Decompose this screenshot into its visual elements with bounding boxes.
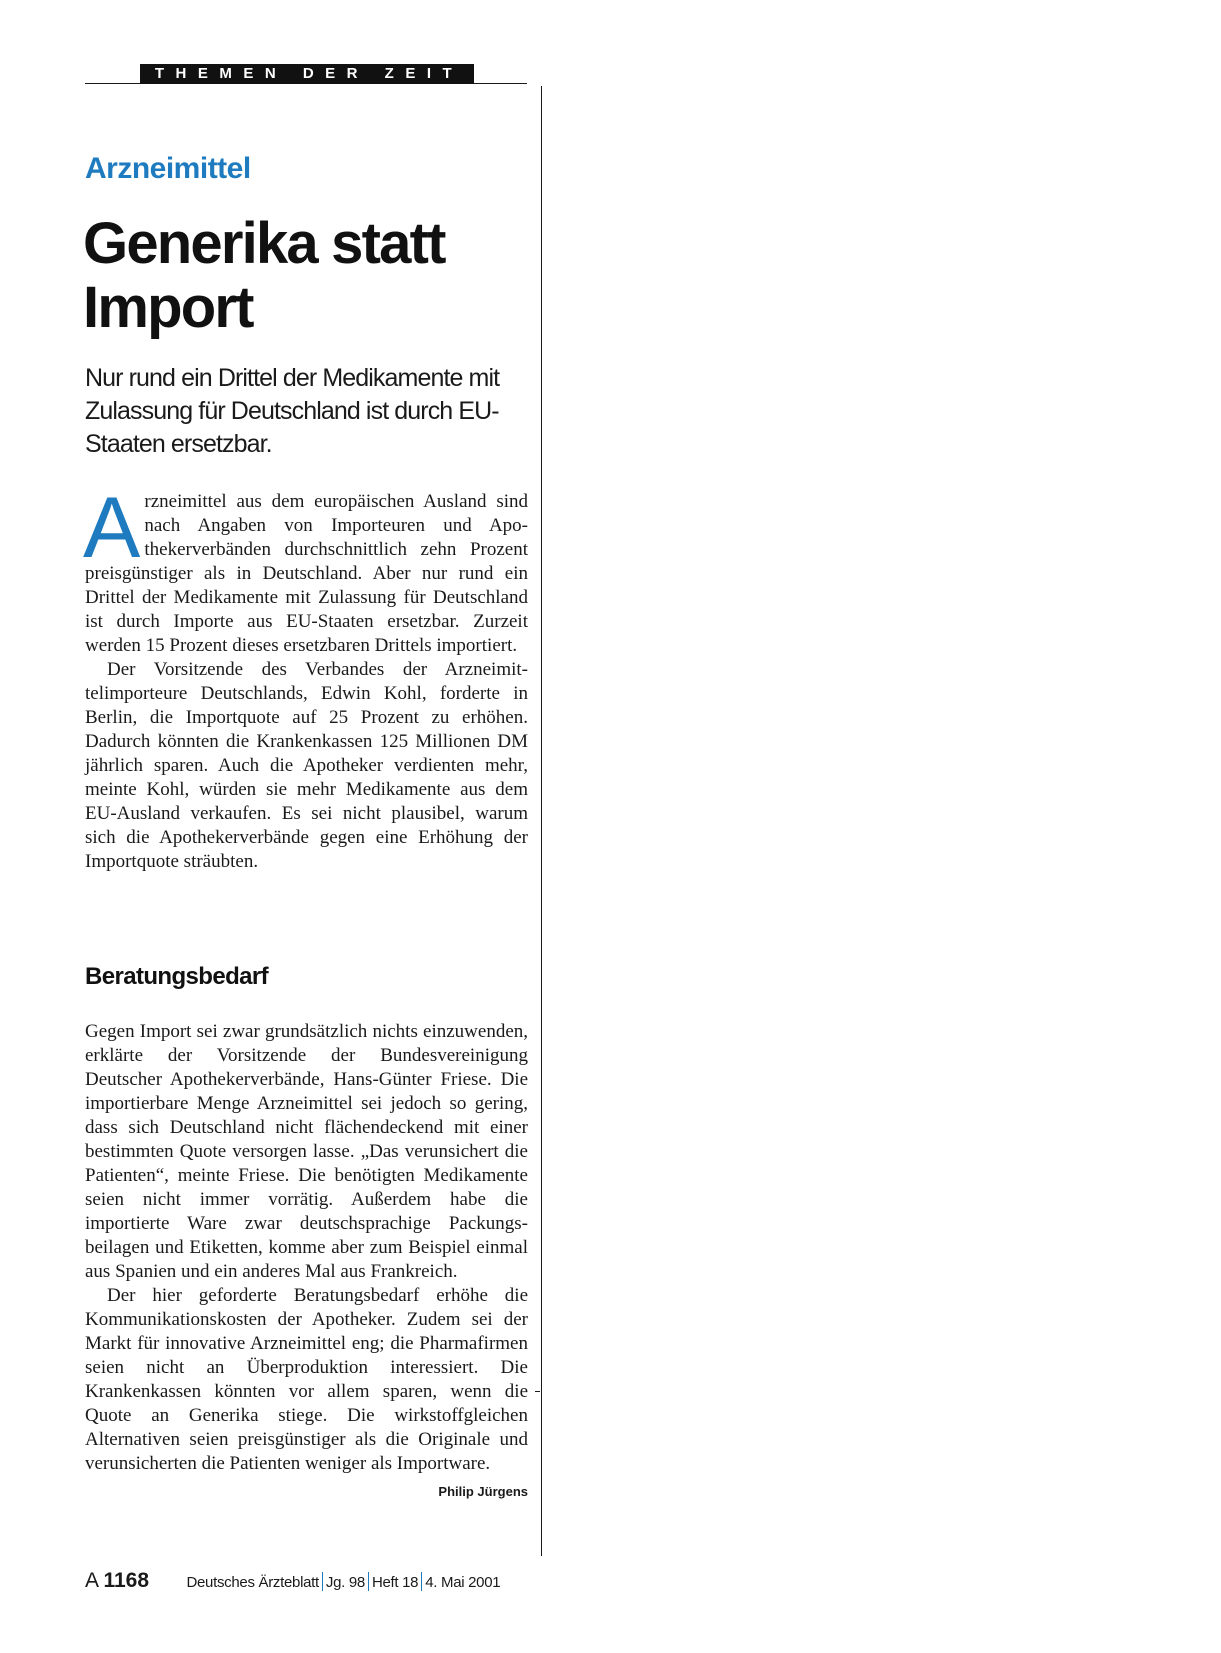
journal-issue: Heft 18 [371,1574,419,1591]
page-footer [85,1569,500,1593]
journal-name: Deutsches Ärzteblatt [186,1574,319,1591]
section-heading: Beratungsbedarf [85,963,269,990]
page-prefix: A [85,1569,100,1592]
footer-separator [322,1572,323,1591]
footer-separator [368,1572,369,1591]
paragraph-text: Der hier geforderte Beratungsbedarf erhöhe die Kommunikationskosten der Apotheker. Zudem sei der Markt für innovative Arzneimittel eng; die Pharmafirmen seien nicht an Überproduktion interessiert. Die Krankenkassen könnten vor allem sparen, wenn die Quote an Generika stiege. Die wirkstoffgleichen Alternativen seien preisgünstiger als die Originale und verunsicherten die Patienten weniger als Importware. [85,1285,528,1474]
paragraph [85,1284,528,1499]
rubric-banner: THEMEN DER ZEIT [140,64,474,84]
article-section-beratungsbedarf [85,1020,528,1504]
author-byline: Philip Jürgens [438,1484,528,1499]
drop-cap: A [83,480,141,576]
headline: Generika statt Import [83,211,445,340]
paragraph [83,480,528,658]
page-number: 1168 [103,1569,150,1592]
footer-separator [421,1572,422,1591]
paragraph-text: rzneimittel aus dem europäischen Ausland sind nach Angaben von Importeuren und Apothekerverbänden durchschnittlich zehn Prozent preisgünstiger als in Deutschland. Aber nur rund ein Drittel der Medikamente mit Zulassung für Deutschland ist durch Importe aus EU-Staaten ersetzbar. Zurzeit werden 15 Prozent dieses ersetzbaren Drittels importiert. [85,491,528,656]
paragraph: Der Vorsitzende des Verbandes der Arzneimittelimporteure Deutschlands, Edwin Kohl, forderte in Berlin, die Importquote auf 25 Prozent zu erhöhen. Dadurch könnten die Krankenkassen 125 Millionen DM jährlich sparen. Auch die Apotheker verdienten mehr, meinte Kohl, würden sie mehr Medikamente aus dem EU-Ausland verkaufen. Es sei nicht plausibel, warum sich die Apothekerverbände gegen eine Erhöhung der Importquote sträubten. [85,659,528,872]
subhead: Nur rund ein Drittel der Medikamente mit Zulassung für Deutschland ist durch EU-Staaten ersetzbar. [85,364,500,458]
margin-mark [535,1391,540,1392]
article-section-intro [83,480,528,874]
journal-date: 4. Mai 2001 [425,1574,501,1591]
paragraph: Gegen Import sei zwar grundsätzlich nichts einzuwenden, erklärte der Vorsitzende der Bundesvereinigung Deutscher Apothekerverbände, Hans-Günter Friese. Die importierbare Menge Arzneimittel sei jedoch so gering, dass sich Deutschland nicht flächendeckend mit einer bestimmten Quote versorgen lasse. „Das verunsichert die Patienten“, meinte Friese. Die benötigten Medikamente seien nicht immer vorrätig. Außerdem habe die importierte Ware zwar deutschsprachige Packungsbeilagen und Etiketten, komme aber zum Beispiel einmal aus Spanien und ein anderes Mal aus Frankreich. [85,1021,528,1282]
journal-volume: Jg. 98 [325,1574,365,1591]
kicker: Arzneimittel [85,152,251,185]
